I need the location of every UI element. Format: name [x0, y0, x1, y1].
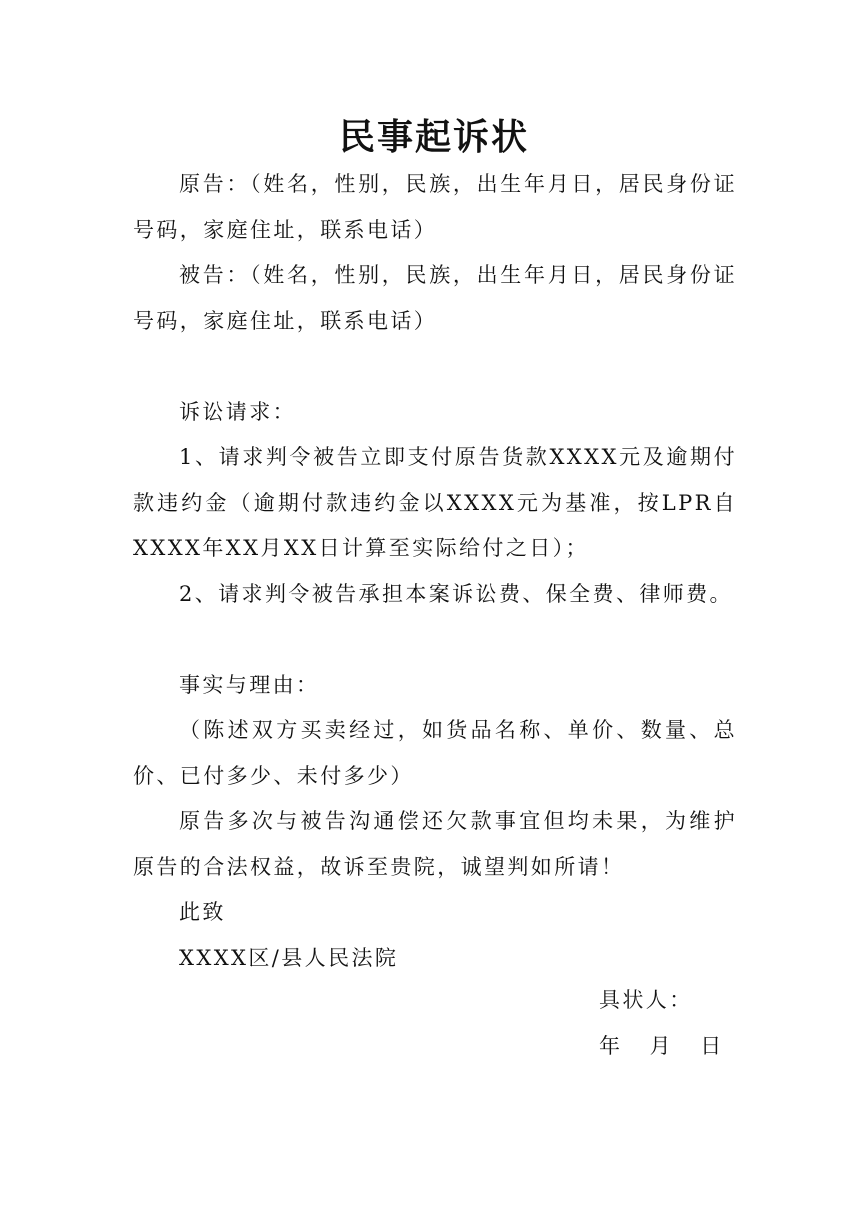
defendant-info: 被告：（姓名，性别，民族，出生年月日，居民身份证号码，家庭住址，联系电话）: [133, 263, 737, 333]
claims-heading: 诉讼请求：: [179, 399, 296, 424]
blank-line: [133, 344, 737, 390]
document-title: 民事起诉状: [338, 116, 529, 158]
salutation: 此致: [179, 900, 226, 924]
blank-line: [133, 617, 737, 663]
date-line: 年 月 日: [599, 1034, 724, 1058]
signer-label: 具状人：: [599, 988, 693, 1012]
court-name: XXXX区/县人民法院: [179, 945, 399, 970]
facts-paragraph-1: （陈述双方买卖经过，如货品名称、单价、数量、总价、已付多少、未付多少）: [133, 718, 737, 788]
facts-paragraph-2: 原告多次与被告沟通偿还欠款事宜但均未果，为维护原告的合法权益，故诉至贵院，诚望判如所请！: [133, 809, 737, 879]
document-body: [133, 162, 737, 981]
claim-item-2: 2、请求判令被告承担本案诉讼费、保全费、律师费。: [179, 581, 733, 606]
plaintiff-info: 原告：（姓名，性别，民族，出生年月日，居民身份证号码，家庭住址，联系电话）: [133, 172, 737, 242]
facts-heading: 事实与理由：: [179, 672, 320, 697]
claim-item-1: 1、请求判令被告立即支付原告货款XXXX元及逾期付款违约金（逾期付款违约金以XXXX元为基准，按LPR自XXXX年XX月XX日计算至实际给付之日）；: [133, 445, 737, 560]
